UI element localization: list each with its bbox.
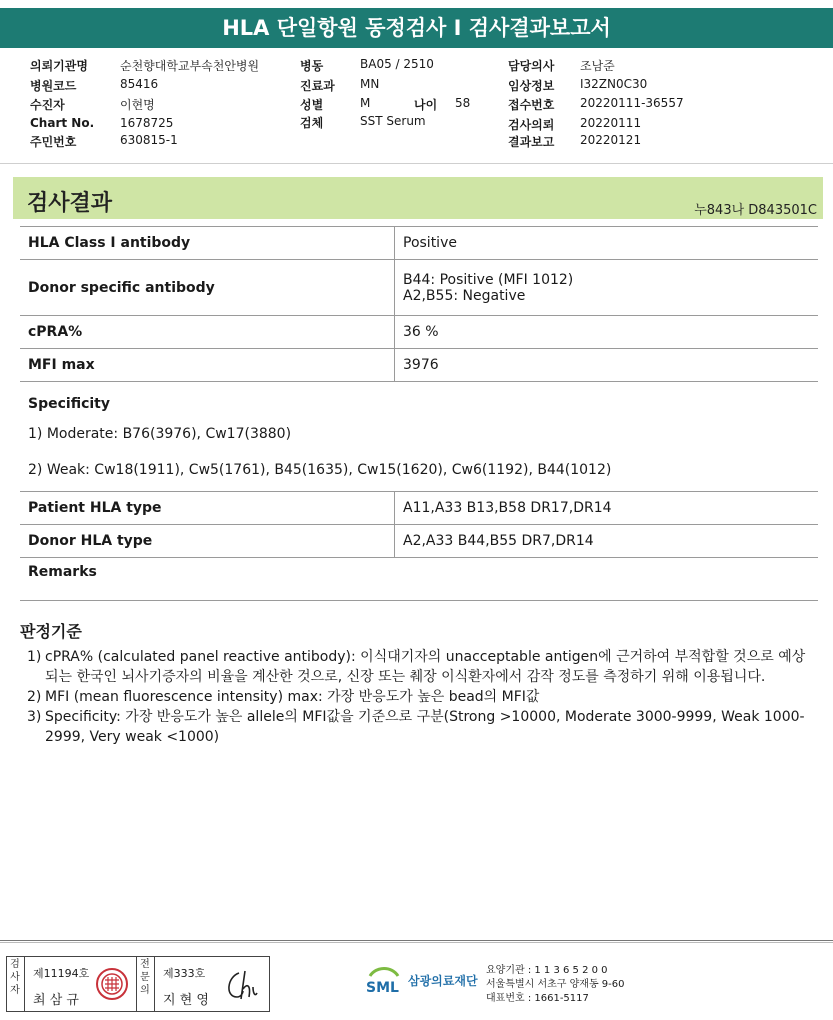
institution-code: 요양기관 : 1 1 3 6 5 2 0 0 — [486, 965, 608, 976]
label-result-report: 결과보고 — [508, 135, 555, 149]
label-patient: 수진자 — [30, 98, 65, 112]
value-result-report: 20220121 — [580, 133, 642, 147]
remarks-label: Remarks — [28, 564, 97, 580]
mfi-max-label: MFI max — [20, 349, 395, 382]
table-row — [20, 492, 818, 525]
label-specimen: 검체 — [300, 116, 324, 130]
label-hospital-code: 병원코드 — [30, 79, 77, 93]
value-hospital-code: 85416 — [120, 77, 159, 91]
label-department: 진료과 — [300, 79, 335, 93]
tester-label-text: 검사자 — [10, 959, 20, 996]
value-chart-no: 1678725 — [120, 116, 174, 130]
criteria-title: 판정기준 — [20, 622, 82, 641]
value-attending-doctor: 조남준 — [580, 59, 615, 73]
value-accession-no: 20220111-36557 — [580, 96, 684, 110]
label-requesting-institution: 의뢰기관명 — [30, 59, 88, 73]
label-age: 나이 — [414, 98, 438, 112]
table-row — [20, 227, 818, 260]
table-row — [20, 382, 818, 492]
tester-label — [8, 957, 22, 1012]
dsa-value-line-1: B44: Positive (MFI 1012) — [403, 271, 574, 288]
table-row — [20, 558, 818, 601]
table-row — [20, 525, 818, 558]
box-divider — [24, 957, 25, 1011]
seal-stamp-icon — [95, 967, 129, 1001]
value-age: 58 — [455, 96, 471, 110]
report-title: HLA 단일항원 동정검사 I 검사결과보고서 — [0, 8, 833, 48]
results-section-title: 검사결과 — [27, 191, 113, 216]
dsa-label: Donor specific antibody — [20, 260, 395, 316]
specificity-label: Specificity — [28, 395, 110, 412]
organization-address: 서울특별시 서초구 양재동 9-60 — [486, 979, 625, 990]
specialist-label-text: 전문의 — [140, 959, 150, 996]
results-code: 누843나 D843501C — [694, 203, 817, 218]
criteria-item — [27, 707, 812, 747]
value-ward: BA05 / 2510 — [360, 57, 434, 71]
criteria-item-text: cPRA% (calculated panel reactive antibody): 이식대기자의 unacceptable antigen에 근거하여 부적합할 것으로 예상되는 한국인 뇌사기증자의 비율을 계산한 것으로, 신장 또는 췌장 이식환자에서 감작 정도를 측정하기 위해 이용됩니다. — [45, 649, 806, 685]
criteria-list — [27, 647, 812, 747]
tester-name: 최 삼 규 — [33, 993, 79, 1008]
label-sex: 성별 — [300, 98, 324, 112]
hla-class-value: Positive — [395, 227, 819, 260]
specificity-weak: 2) Weak: Cw18(1911), Cw5(1761), B45(1635), Cw15(1620), Cw6(1192), B44(1012) — [28, 461, 612, 478]
criteria-item-number: 2) — [27, 689, 42, 705]
specialist-license-no: 제333호 — [163, 967, 206, 980]
hla-class-label: HLA Class Ⅰ antibody — [20, 227, 395, 260]
signature-box — [6, 956, 270, 1012]
specialist-label — [138, 957, 152, 1012]
value-sex: M — [360, 96, 371, 110]
label-ward: 병동 — [300, 59, 324, 73]
specialist-name: 지 현 영 — [163, 993, 209, 1008]
organization-name: 삼광의료재단 — [408, 974, 478, 988]
label-test-request: 검사의뢰 — [508, 118, 555, 132]
box-divider — [154, 957, 155, 1011]
criteria-item-number: 3) — [27, 709, 42, 725]
label-resident-no: 주민번호 — [30, 135, 77, 149]
label-accession-no: 접수번호 — [508, 98, 555, 112]
criteria-item-text: Specificity: 가장 반응도가 높은 allele의 MFI값을 기준으로 구분(Strong >10000, Moderate 3000-9999, Weak 1000-2999, Very weak <1000) — [45, 709, 805, 745]
header-info — [0, 52, 833, 162]
label-attending-doctor: 담당의사 — [508, 59, 555, 73]
table-row — [20, 260, 818, 316]
criteria-item-text: MFI (mean fluorescence intensity) max: 가장 반응도가 높은 bead의 MFI값 — [45, 689, 540, 705]
value-clinical-info: I32ZN0C30 — [580, 77, 648, 91]
handwritten-signature-icon — [221, 967, 261, 1003]
footer-divider — [0, 940, 833, 941]
value-requesting-institution: 순천향대학교부속천안병원 — [120, 59, 260, 73]
sml-abbr: SML — [366, 980, 399, 996]
table-row — [20, 349, 818, 382]
cpra-label: cPRA% — [20, 316, 395, 349]
organization-info — [486, 964, 625, 1006]
dsa-value-line-2: A2,B55: Negative — [403, 287, 526, 304]
donor-hla-value: A2,A33 B44,B55 DR7,DR14 — [395, 525, 819, 558]
value-resident-no: 630815-1 — [120, 133, 178, 147]
specificity-moderate: 1) Moderate: B76(3976), Cw17(3880) — [28, 425, 292, 442]
criteria-item — [27, 687, 812, 707]
donor-hla-label: Donor HLA type — [20, 525, 395, 558]
value-patient: 이현명 — [120, 98, 155, 112]
footer-divider-secondary — [0, 942, 833, 943]
value-specimen: SST Serum — [360, 114, 426, 128]
mfi-max-value: 3976 — [395, 349, 819, 382]
value-test-request: 20220111 — [580, 116, 642, 130]
dsa-value — [395, 260, 819, 316]
organization-phone: 대표번호 : 1661-5117 — [486, 993, 589, 1004]
table-row — [20, 316, 818, 349]
box-divider — [136, 957, 137, 1011]
patient-hla-value: A11,A33 B13,B58 DR17,DR14 — [395, 492, 819, 525]
label-clinical-info: 임상정보 — [508, 79, 555, 93]
patient-hla-label: Patient HLA type — [20, 492, 395, 525]
results-table — [20, 226, 818, 601]
criteria-item-number: 1) — [27, 649, 42, 665]
criteria-item — [27, 647, 812, 687]
header-divider — [0, 163, 833, 164]
label-chart-no: Chart No. — [30, 116, 95, 130]
tester-license-no: 제11194호 — [33, 967, 90, 980]
specificity-cell — [20, 382, 818, 492]
cpra-value: 36 % — [395, 316, 819, 349]
sml-logo-icon — [366, 962, 402, 998]
remarks-cell — [20, 558, 818, 601]
results-section-header — [13, 177, 823, 219]
value-department: MN — [360, 77, 380, 91]
